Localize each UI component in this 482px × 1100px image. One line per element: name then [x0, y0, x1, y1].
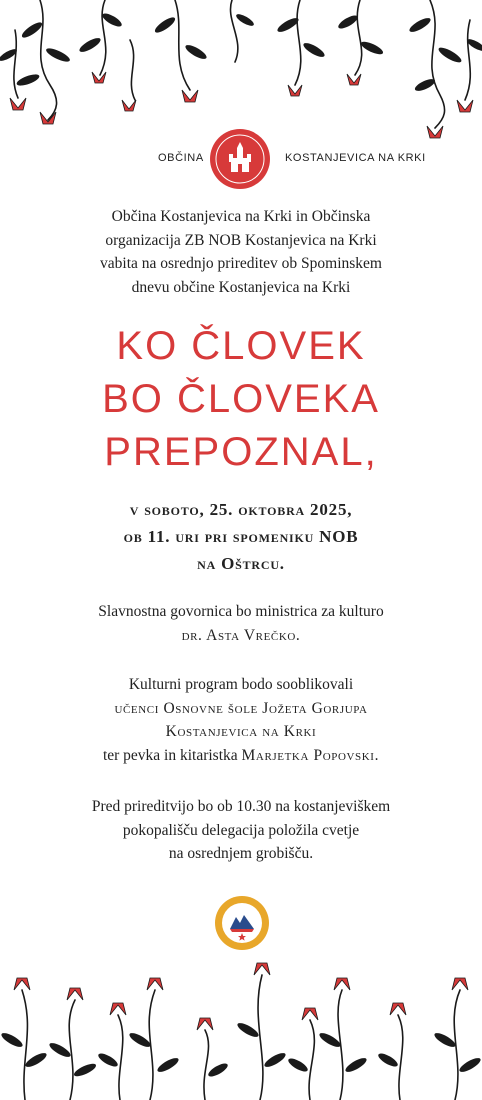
event-title	[20, 320, 462, 479]
intro-line: organizacija ZB NOB Kostanjevica na Krki	[105, 231, 377, 249]
place-line: na Oštrcu.	[197, 554, 285, 573]
floral-decoration-bottom	[0, 920, 482, 1100]
time-place-line: ob 11. uri pri spomeniku NOB	[123, 527, 359, 546]
ceremony-line: na osrednjem grobišču.	[168, 845, 314, 862]
program-line: Kulturni program bodo sooblikovali	[128, 676, 354, 693]
municipality-label-right: KOSTANJEVICA NA KRKI	[285, 152, 426, 164]
invitation-intro	[30, 205, 452, 299]
intro-line: vabita na osrednjo prireditev ob Spominskem	[100, 255, 382, 272]
date-line: v soboto, 25. oktobra 2025,	[129, 500, 353, 519]
ceremony-paragraph	[30, 795, 452, 866]
program-school-place: Kostanjevica na Krki	[165, 723, 317, 740]
speaker-name: dr. Asta Vrečko.	[181, 626, 301, 644]
event-date-location	[20, 496, 462, 577]
municipality-crest-icon	[209, 128, 271, 190]
title-line: KO ČLOVEK	[116, 324, 366, 368]
ceremony-line: Pred prireditvijo bo ob 10.30 na kostanjeviškem	[91, 798, 391, 815]
title-line: PREPOZNAL,	[104, 430, 378, 474]
title-line: BO ČLOVEKA	[102, 377, 380, 421]
program-performer-line	[30, 744, 452, 768]
performer-name: Marjetka Popovski.	[241, 746, 380, 764]
municipality-label-left: OBČINA	[158, 152, 204, 164]
header	[0, 128, 482, 198]
ceremony-line: pokopališču delegacija položila cvetje	[122, 821, 360, 839]
intro-line: dnevu občine Kostanjevica na Krki	[131, 278, 351, 296]
speaker-line: Slavnostna govornica bo ministrica za kulturo	[98, 603, 384, 620]
program-school: učenci Osnovne šole Jožeta Gorjupa	[114, 699, 368, 717]
speaker-paragraph	[30, 600, 452, 647]
program-paragraph	[30, 673, 452, 767]
intro-line: Občina Kostanjevica na Krki in Občinska	[111, 208, 371, 225]
performer-prefix: ter pevka in kitaristka	[102, 746, 242, 764]
